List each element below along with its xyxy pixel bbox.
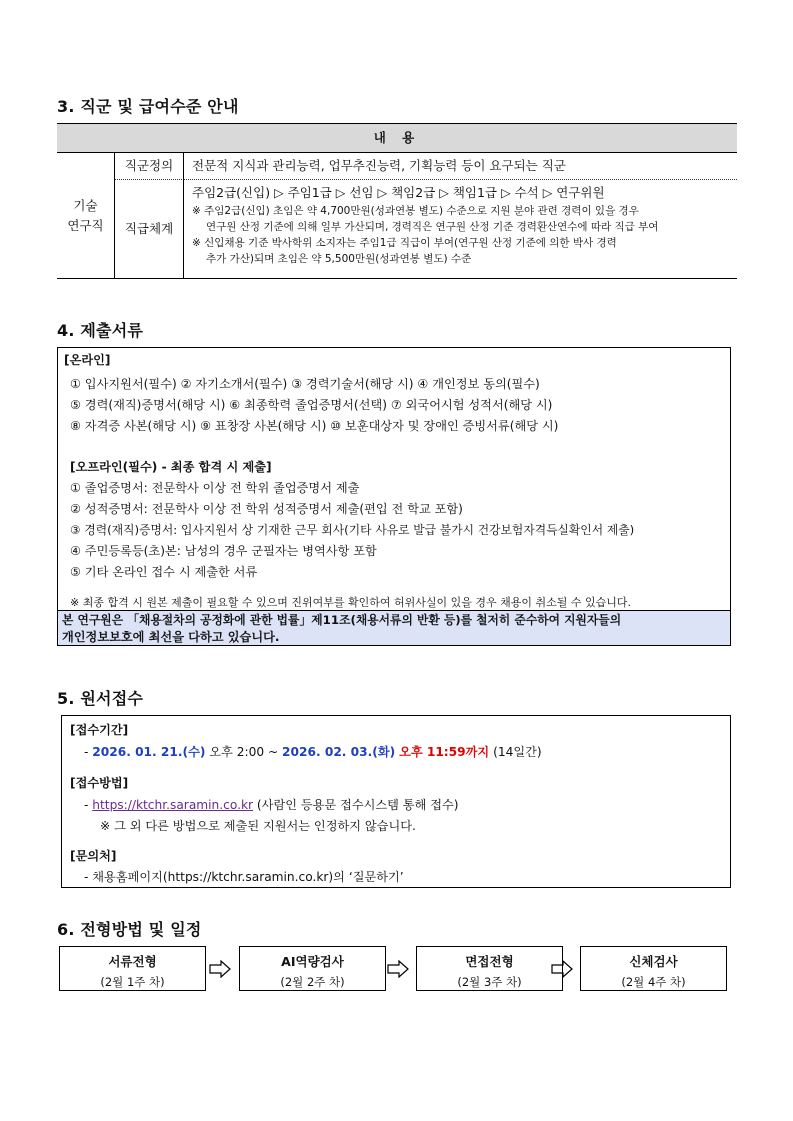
step-document-screening xyxy=(59,946,206,991)
section-6-title: 6. 전형방법 및 일정 xyxy=(57,920,202,939)
job-group-line1: 기술 xyxy=(73,197,98,213)
step-name: 신체검사 xyxy=(629,954,678,969)
period-end: 2026. 02. 03.(화) xyxy=(282,745,396,759)
online-line-3: ⑧ 자격증 사본(해당 시) ⑨ 표창장 사본(해당 시) ⑩ 보훈대상자 및 장애인 증빙서류(해당 시) xyxy=(70,419,559,433)
offline-header: [오프라인(필수) - 최종 합격 시 제출] xyxy=(70,460,272,474)
saramin-link[interactable]: https://ktchr.saramin.co.kr xyxy=(92,798,254,812)
step-when: (2월 3주 차) xyxy=(457,975,522,989)
step-when: (2월 2주 차) xyxy=(280,975,345,989)
contact-text: - 채용홈페이지(https://ktchr.saramin.co.kr)의 ‘질문하기’ xyxy=(84,870,404,884)
period-end-time: 오후 11:59까지 xyxy=(399,745,490,759)
grade-ladder: 주임2급(신입) ▷ 주임1급 ▷ 선임 ▷ 책임2급 ▷ 책임1급 ▷ 수석 ▷ 연구위원 xyxy=(192,185,605,200)
step-when: (2월 4주 차) xyxy=(621,975,686,989)
application-box xyxy=(61,715,731,888)
period-header: [접수기간] xyxy=(70,723,129,737)
online-header: [온라인] xyxy=(64,353,111,367)
right-arrow-icon xyxy=(209,960,231,978)
offline-line-1: ① 졸업증명서: 전문학사 이상 전 학위 졸업증명서 제출 xyxy=(70,481,360,495)
method-note: ※ 그 외 다른 방법으로 제출된 지원서는 인정하지 않습니다. xyxy=(100,819,416,833)
period-start: 2026. 01. 21.(수) xyxy=(92,745,206,759)
contact-header: [문의처] xyxy=(70,849,117,863)
period-line xyxy=(84,743,542,760)
offline-line-2: ② 성적증명서: 전문학사 이상 전 학위 성적증명서 제출(편입 전 학교 포함) xyxy=(70,502,463,516)
grade-note-1b: 연구원 산정 기준에 의해 일부 가산되며, 경력직은 연구원 산정 기준 경력환산연수에 따라 직급 부여 xyxy=(206,221,659,233)
step-ai-assessment xyxy=(239,946,386,991)
job-group-cell xyxy=(57,153,115,278)
row-grade-label: 직급체계 xyxy=(115,180,184,278)
period-start-time: 오후 2:00 ~ xyxy=(209,745,279,759)
step-name: AI역량검사 xyxy=(281,954,344,969)
offline-line-3: ③ 경력(재직)증명서: 입사지원서 상 기재한 근무 회사(기타 사유로 발급 불가시 건강보험자격득실확인서 제출) xyxy=(70,523,635,537)
method-line xyxy=(84,796,459,813)
privacy-notice xyxy=(58,610,730,645)
method-text: (사람인 등용문 접수시스템 통해 접수) xyxy=(256,798,459,812)
section-3-title: 3. 직군 및 급여수준 안내 xyxy=(57,97,239,116)
method-dash: - xyxy=(84,798,89,812)
row-grade-value xyxy=(184,180,737,278)
documents-box xyxy=(57,347,731,646)
row-definition-label: 직군정의 xyxy=(115,153,184,180)
method-header: [접수방법] xyxy=(70,776,129,790)
step-medical-exam xyxy=(580,946,727,991)
offline-line-4: ④ 주민등록등(초)본: 남성의 경우 군필자는 병역사항 포함 xyxy=(70,544,377,558)
job-grade-table xyxy=(57,123,737,279)
grade-note-2b: 추가 가산)되며 초임은 약 5,500만원(성과연봉 별도) 수준 xyxy=(206,253,472,265)
privacy-notice-line1: 본 연구원은 「채용절차의 공정화에 관한 법률」제11조(채용서류의 반환 등)를 철저히 준수하여 지원자들의 xyxy=(62,613,622,627)
online-line-2: ⑤ 경력(재직)증명서(해당 시) ⑥ 최종학력 졸업증명서(선택) ⑦ 외국어시험 성적서(해당 시) xyxy=(70,398,553,412)
grade-note-2a: ※ 신입채용 기준 박사학위 소지자는 주임1급 직급이 부여(연구원 산정 기준에 의한 박사 경력 xyxy=(192,237,617,249)
privacy-notice-line2: 개인정보보호에 최선을 다하고 있습니다. xyxy=(62,630,280,644)
section-5-title: 5. 원서접수 xyxy=(57,689,144,708)
grade-note-1a: ※ 주임2급(신입) 초임은 약 4,700만원(성과연봉 별도) 수준으로 지원 분야 관련 경력이 있을 경우 xyxy=(192,205,639,217)
offline-line-5: ⑤ 기타 온라인 접수 시 제출한 서류 xyxy=(70,565,258,579)
right-arrow-icon xyxy=(387,960,409,978)
online-line-1: ① 입사지원서(필수) ② 자기소개서(필수) ③ 경력기술서(해당 시) ④ 개인정보 동의(필수) xyxy=(70,377,540,391)
step-name: 서류전형 xyxy=(108,954,157,969)
row-definition-value: 전문적 지식과 관리능력, 업무추진능력, 기획능력 등이 요구되는 직군 xyxy=(184,153,737,180)
step-when: (2월 1주 차) xyxy=(100,975,165,989)
section-4-title: 4. 제출서류 xyxy=(57,321,144,340)
step-interview xyxy=(416,946,563,991)
original-notice: ※ 최종 합격 시 원본 제출이 필요할 수 있으며 진위여부를 확인하여 허위사실이 있을 경우 채용이 취소될 수 있습니다. xyxy=(70,596,631,609)
period-days: (14일간) xyxy=(493,745,542,759)
period-dash: - xyxy=(84,745,89,759)
step-name: 면접전형 xyxy=(465,954,514,969)
right-arrow-icon xyxy=(551,960,573,978)
job-group-line2: 연구직 xyxy=(67,217,104,233)
table-header: 내 용 xyxy=(57,124,737,153)
